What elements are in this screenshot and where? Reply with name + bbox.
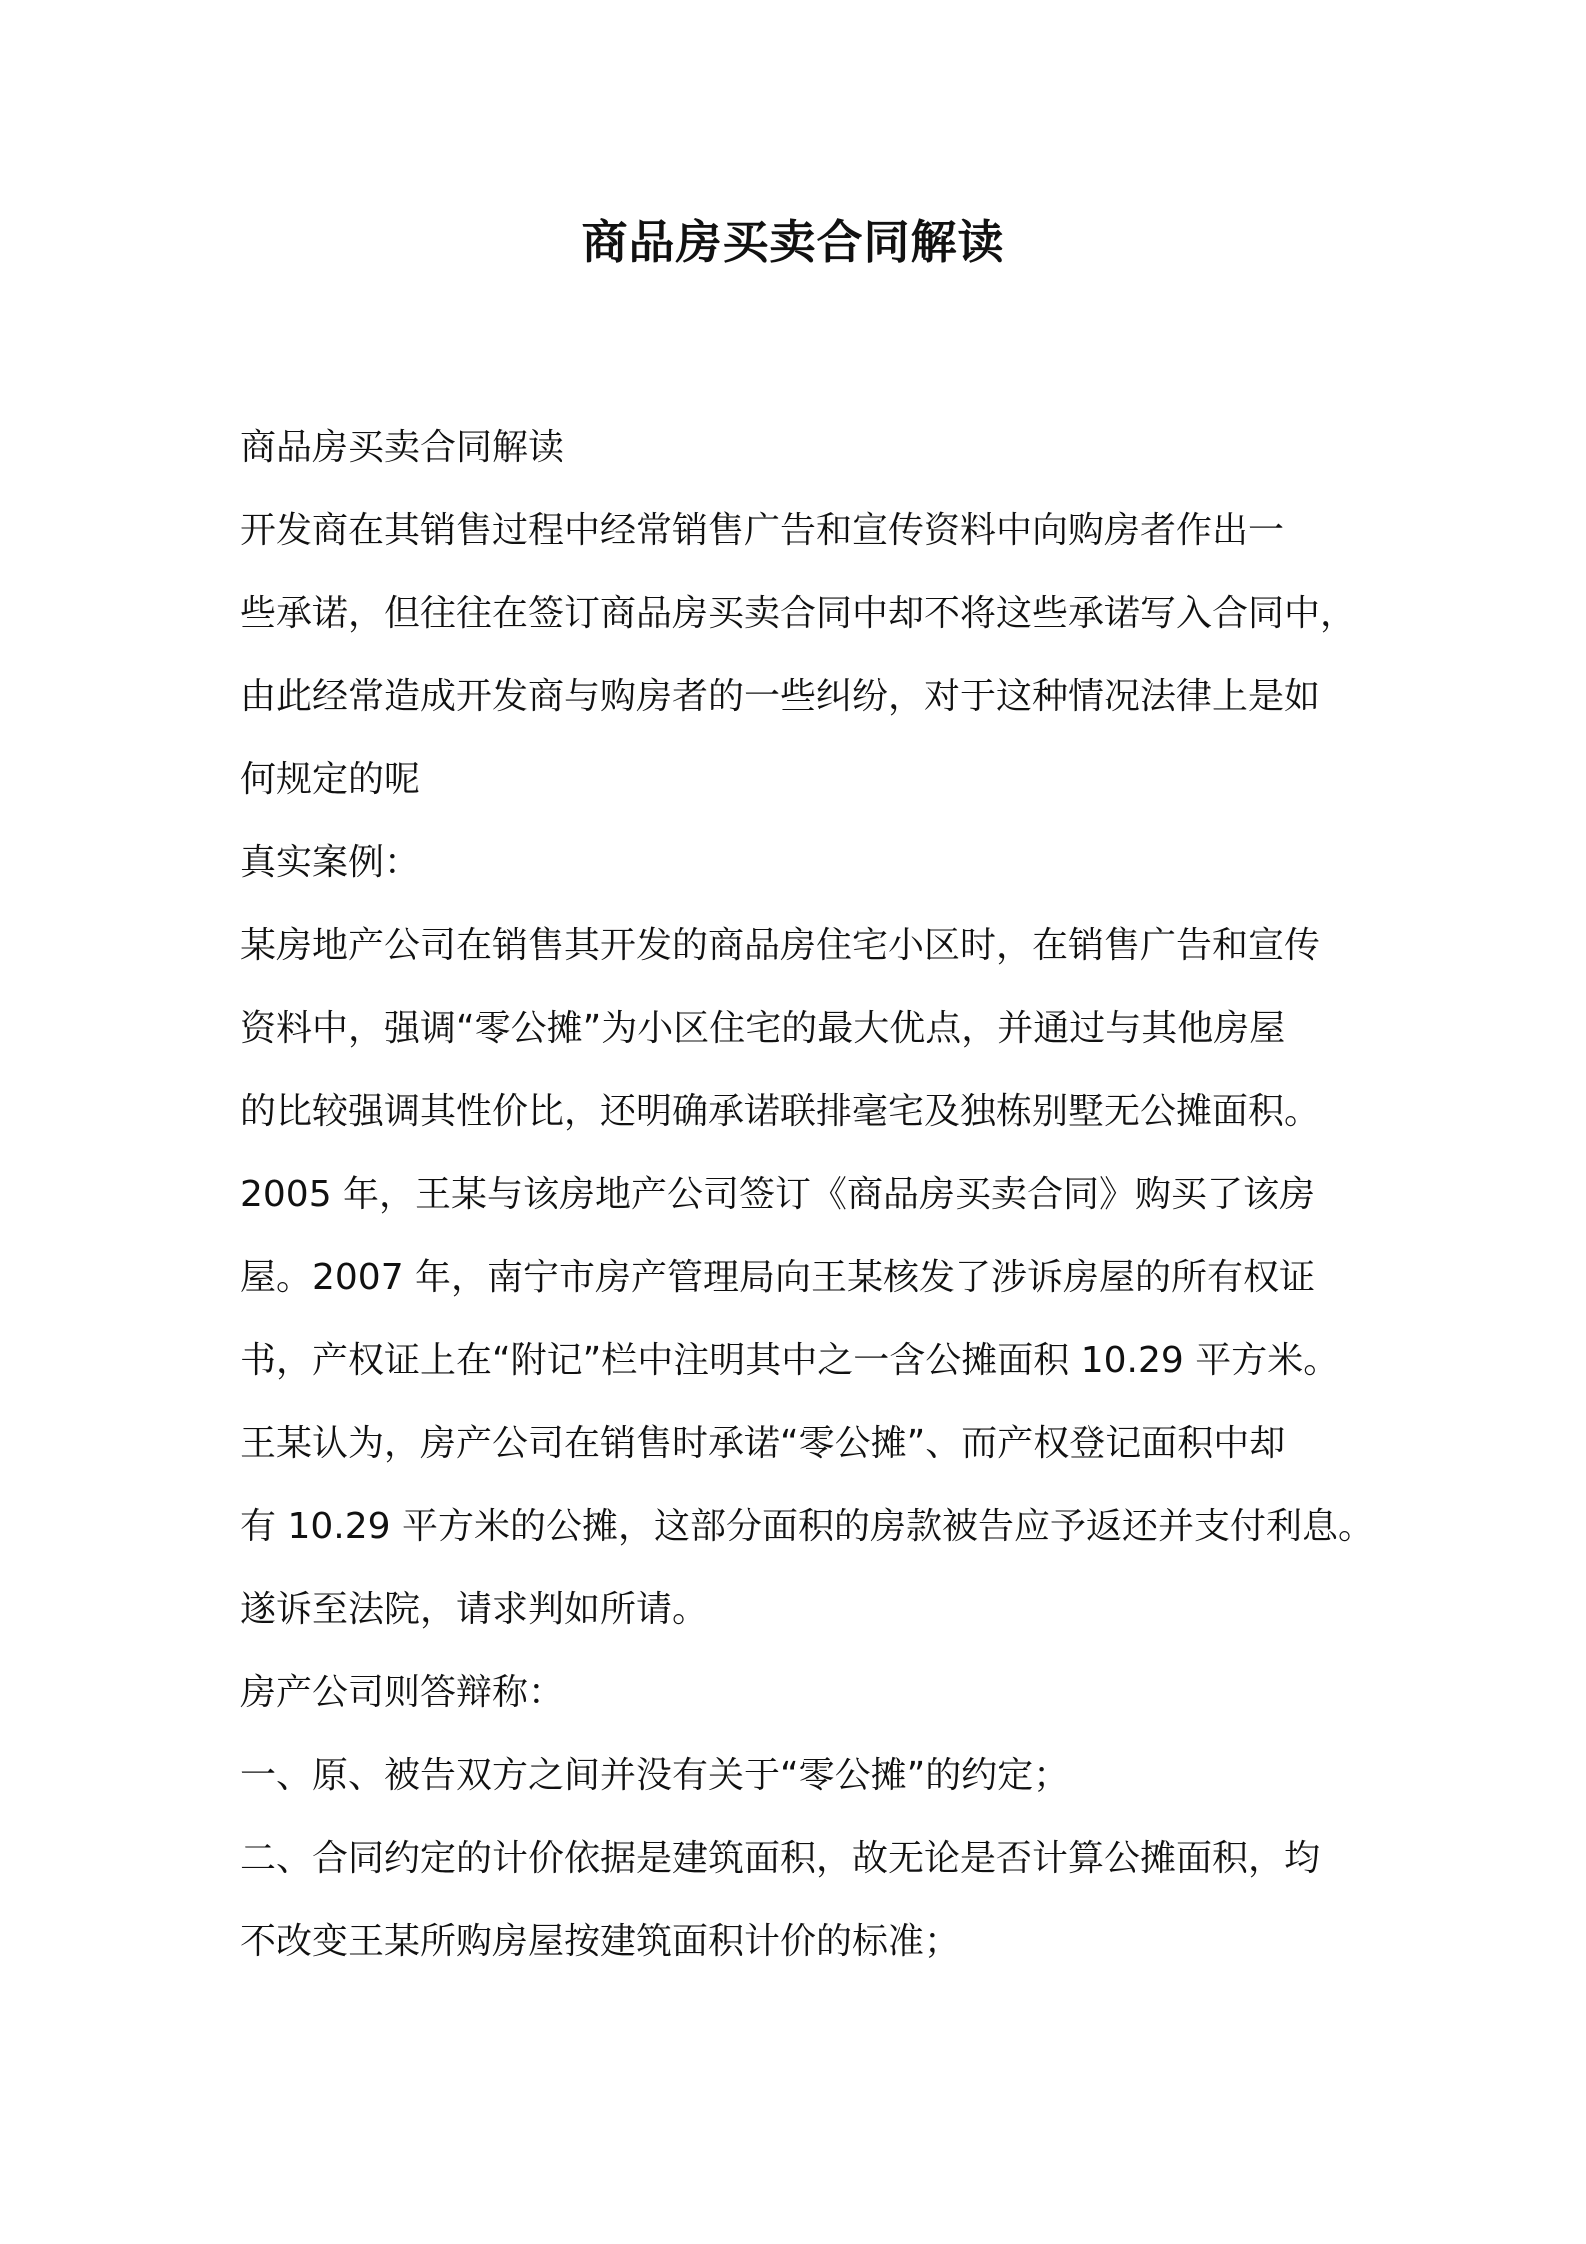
body-line: 资料中，强调“零公摊”为小区住宅的最大优点，并通过与其他房屋 <box>240 1008 1286 1049</box>
body-line-subtitle: 商品房买卖合同解读 <box>240 427 565 468</box>
body-line: 开发商在其销售过程中经常销售广告和宣传资料中向购房者作出一 <box>240 510 1285 551</box>
section-heading-defense: 房产公司则答辩称： <box>240 1672 565 1713</box>
list-item: 二、合同约定的计价依据是建筑面积，故无论是否计算公摊面积，均 <box>240 1838 1321 1879</box>
body-line: 某房地产公司在销售其开发的商品房住宅小区时，在销售广告和宣传 <box>240 925 1321 966</box>
body-line: 些承诺，但往往在签订商品房买卖合同中却不将这些承诺写入合同中， <box>240 593 1357 634</box>
body-line: 有 10.29 平方米的公摊，这部分面积的房款被告应予返还并支付利息。 <box>240 1506 1374 1547</box>
body-line: 遂诉至法院，请求判如所请。 <box>240 1589 709 1630</box>
document-title: 商品房买卖合同解读 <box>581 215 1005 269</box>
body-line: 的比较强调其性价比，还明确承诺联排毫宅及独栋别墅无公摊面积。 <box>240 1091 1321 1132</box>
list-item: 不改变王某所购房屋按建筑面积计价的标准； <box>240 1921 961 1962</box>
document-body <box>240 406 1380 1983</box>
list-item: 一、原、被告双方之间并没有关于“零公摊”的约定； <box>240 1755 1070 1796</box>
body-line: 何规定的呢 <box>240 759 421 800</box>
body-line: 书，产权证上在“附记”栏中注明其中之一含公摊面积 10.29 平方米。 <box>240 1340 1340 1381</box>
section-heading-case: 真实案例： <box>240 842 421 883</box>
body-line: 2005 年，王某与该房地产公司签订《商品房买卖合同》购买了该房 <box>240 1174 1316 1215</box>
body-line: 由此经常造成开发商与购房者的一些纠纷，对于这种情况法律上是如 <box>240 676 1321 717</box>
body-line: 王某认为，房产公司在销售时承诺“零公摊”、而产权登记面积中却 <box>240 1423 1286 1464</box>
body-line: 屋。2007 年，南宁市房产管理局向王某核发了涉诉房屋的所有权证 <box>240 1257 1316 1298</box>
